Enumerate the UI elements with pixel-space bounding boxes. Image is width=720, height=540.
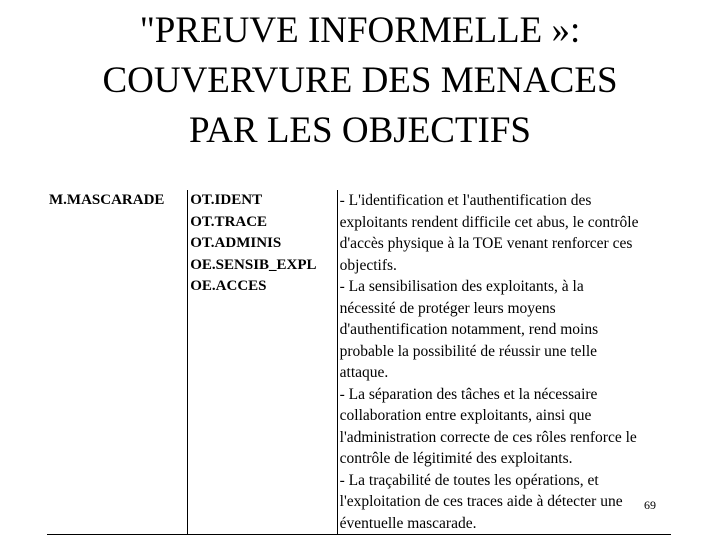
- objective-item: OT.TRACE: [190, 213, 268, 230]
- title-line: "PREUVE INFORMELLE »:: [139, 10, 581, 51]
- justification-line: d'authentification notamment, rend moins: [339, 321, 599, 338]
- justification-line: contrôle de légitimité des exploitants.: [339, 450, 573, 467]
- justification-line: nécessité de protéger leurs moyens: [339, 299, 556, 317]
- justification-line: - La séparation des tâches et la nécessaire: [339, 385, 598, 403]
- objective-item: OE.ACCES: [190, 278, 267, 294]
- threat-coverage-table: [47, 190, 671, 535]
- justification-line: - L'identification et l'authentification des: [339, 192, 592, 209]
- page-number: 69: [644, 498, 656, 512]
- title-line: PAR LES OBJECTIFS: [188, 110, 531, 151]
- justification-line: l'administration correcte de ces rôles renforce le: [339, 428, 637, 446]
- justification-line: probable la possibilité de réussir une telle: [339, 342, 598, 360]
- threat-cell: M.MASCARADE: [49, 192, 165, 208]
- justification-line: - La sensibilisation des exploitants, à la: [339, 278, 584, 295]
- title-line: COUVERVURE DES MENACES: [102, 60, 618, 101]
- justification-line: - La traçabilité de toutes les opérations, et: [339, 471, 599, 489]
- justification-line: attaque.: [339, 364, 389, 381]
- objective-item: OT.IDENT: [190, 192, 263, 208]
- justification-line: collaboration entre exploitants, ainsi que: [339, 407, 592, 424]
- justification-line: objectifs.: [339, 256, 397, 274]
- table-row: [47, 190, 671, 535]
- justification-line: d'accès physique à la TOE venant renforcer ces: [339, 235, 633, 252]
- objective-item: OE.SENSIB_EXPL: [190, 256, 317, 273]
- justification-line: exploitants rendent difficile cet abus, le contrôle: [339, 213, 639, 231]
- slide-title: [0, 6, 720, 156]
- justification-line: éventuelle mascarade.: [339, 514, 477, 532]
- justification-line: l'exploitation de ces traces aide à détecter une: [339, 493, 623, 510]
- objectives-cell: [188, 190, 337, 535]
- justification-cell: [337, 190, 671, 535]
- objective-item: OT.ADMINIS: [190, 235, 282, 251]
